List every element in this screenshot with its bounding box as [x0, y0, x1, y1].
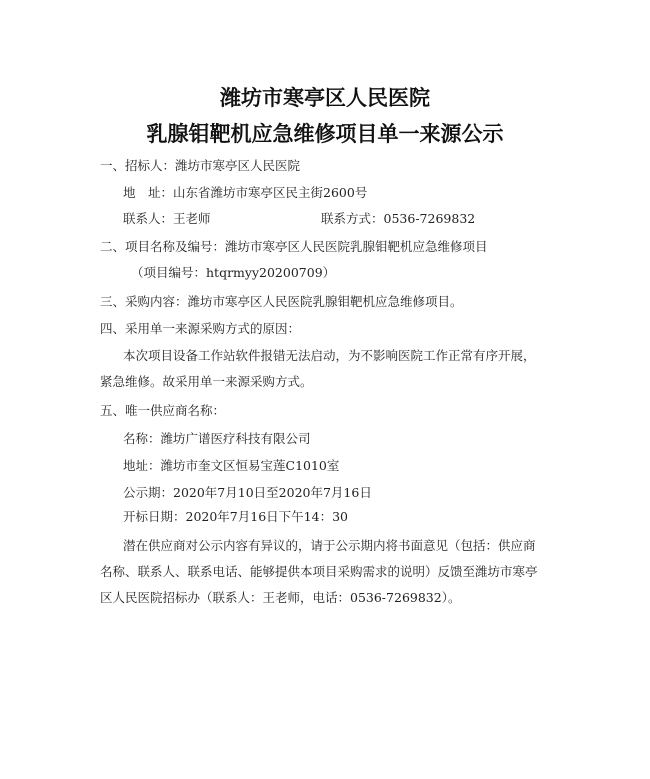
section3-heading: 三、采购内容：潍坊市寒亭区人民医院乳腺钼靶机应急维修项目。: [100, 294, 463, 309]
project-code: （项目编号：htqrmyy20200709）: [131, 265, 336, 280]
address-value: 山东省潍坊市寒亭区民主街2600号: [173, 185, 368, 200]
section2-heading: 二、项目名称及编号：潍坊市寒亭区人民医院乳腺钼靶机应急维修项目: [100, 239, 488, 254]
section1-heading: 一、招标人：潍坊市寒亭区人民医院: [100, 158, 301, 173]
tenderer-address-row: [123, 185, 367, 201]
publicity-period: 公示期：2020年7月10日至2020年7月16日: [123, 485, 372, 500]
reason-paragraph-line2: 紧急维修。故采用单一来源采购方式。: [100, 374, 313, 389]
supplier-name: 名称：潍坊广谱医疗科技有限公司: [123, 431, 311, 446]
phone-value: 0536-7269832: [383, 211, 476, 226]
contact-row: [123, 211, 211, 227]
contact-label: 联系人：: [123, 211, 174, 226]
reason-paragraph-line1: 本次项目设备工作站软件报错无法启动，为不影响医院工作正常有序开展，: [123, 348, 536, 363]
objection-line1: 潜在供应商对公示内容有异议的，请于公示期内将书面意见（包括：供应商: [123, 538, 536, 553]
address-label: 地 址：: [123, 185, 174, 200]
bid-open-date: 开标日期：2020年7月16日下午14：30: [123, 509, 348, 524]
phone-row: [321, 211, 475, 227]
document-title-line2: 乳腺钼靶机应急维修项目单一来源公示: [146, 122, 504, 146]
document-title-line1: 潍坊市寒亭区人民医院: [220, 86, 430, 110]
phone-label: 联系方式：: [321, 211, 384, 226]
contact-value: 王老师: [173, 211, 211, 226]
objection-line2: 名称、联系人、联系电话、能够提供本项目采购需求的说明）反馈至潍坊市寒亭: [100, 564, 538, 579]
objection-line3: 区人民医院招标办（联系人：王老师，电话：0536-7269832）。: [100, 590, 461, 605]
supplier-address: 地址：潍坊市奎文区恒易宝莲C1010室: [123, 458, 340, 473]
section5-heading: 五、唯一供应商名称：: [100, 403, 226, 418]
section4-heading: 四、采用单一来源采购方式的原因：: [100, 321, 301, 336]
